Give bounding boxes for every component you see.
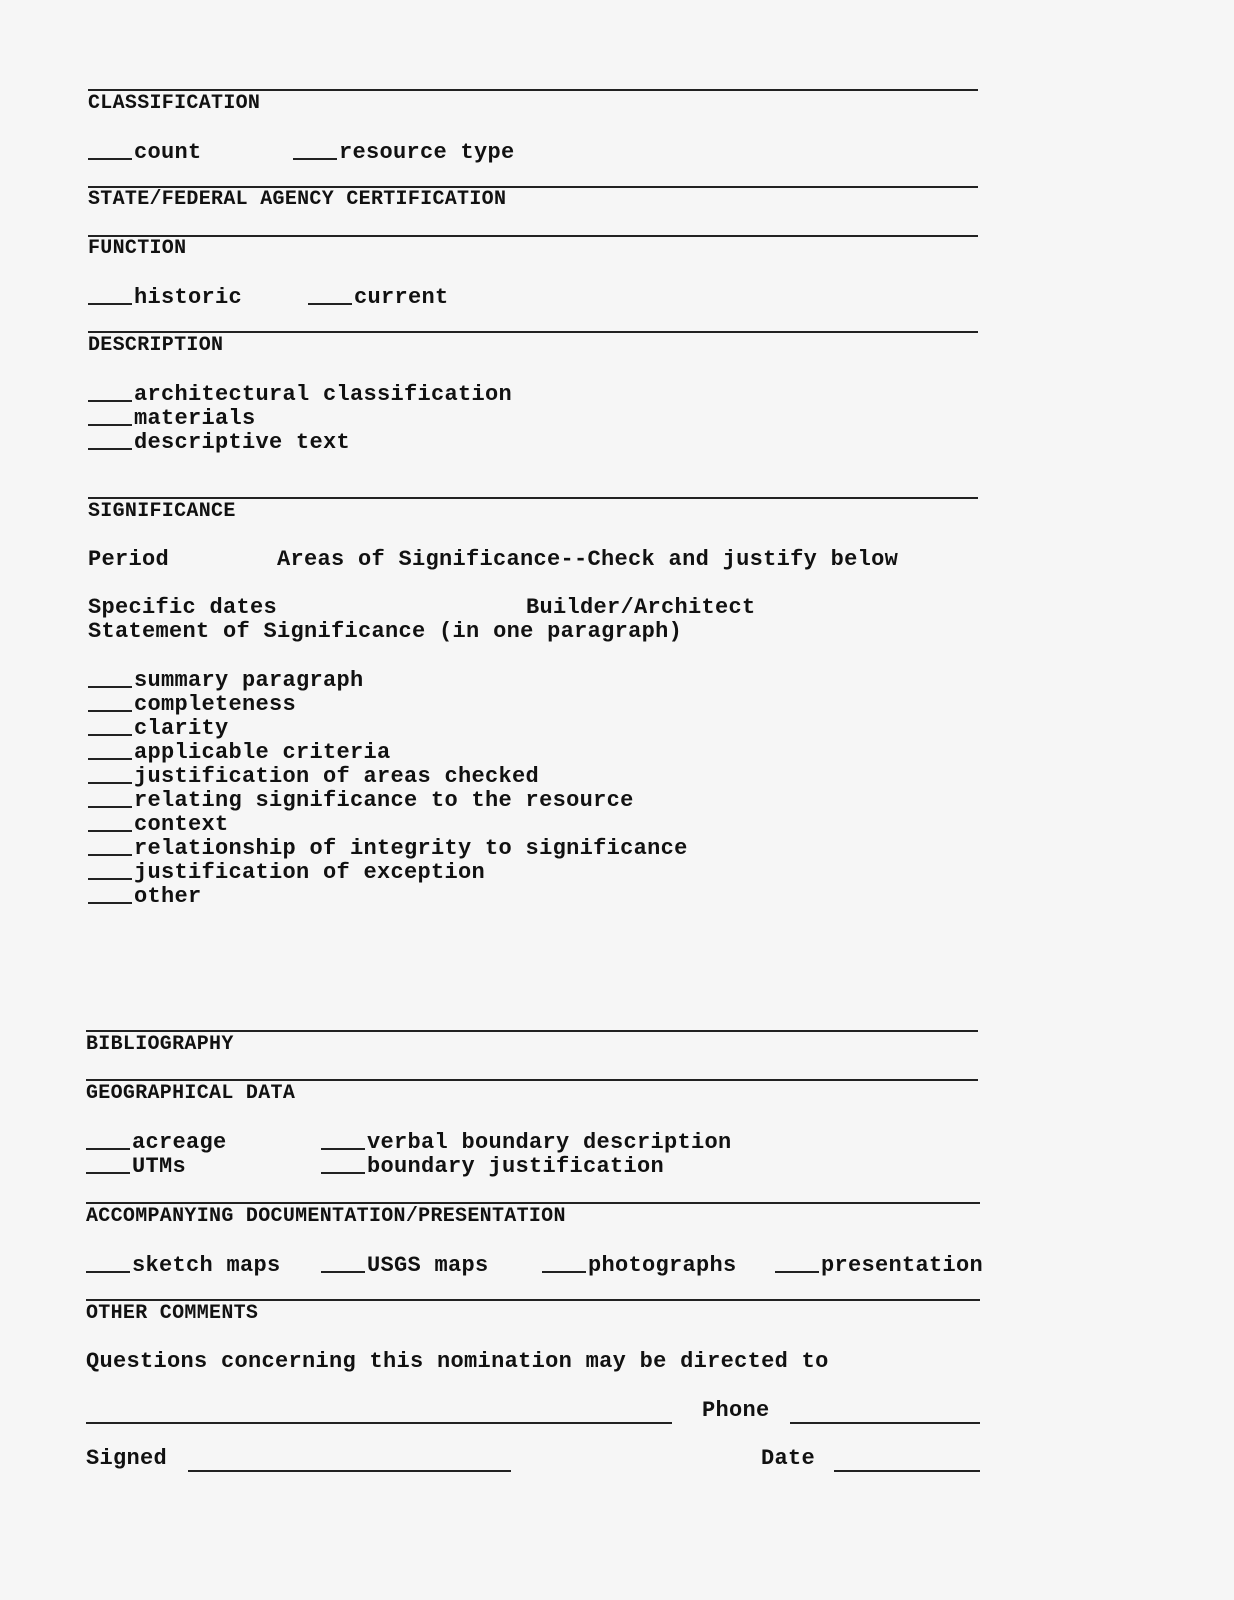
checkbox-item-boundary-justification[interactable] (321, 1154, 664, 1179)
bibliography-heading: BIBLIOGRAPHY (86, 1033, 234, 1056)
check-blank[interactable] (308, 285, 352, 305)
check-blank[interactable] (88, 430, 132, 450)
item-label: relating significance to the resource (134, 788, 634, 813)
check-blank[interactable] (86, 1154, 130, 1174)
item-label: UTMs (132, 1154, 187, 1179)
item-label: justification of exception (134, 860, 486, 885)
description-heading: DESCRIPTION (88, 334, 224, 357)
check-blank[interactable] (88, 788, 132, 808)
checkbox-item-acreage[interactable] (86, 1130, 227, 1155)
check-blank[interactable] (542, 1253, 586, 1273)
specific-dates-label: Specific dates (88, 595, 278, 620)
section-divider (86, 1079, 978, 1081)
item-label: photographs (588, 1253, 737, 1278)
checkbox-item-count[interactable] (88, 140, 202, 165)
checkbox-item-sketch-maps[interactable] (86, 1253, 281, 1278)
checkbox-item-materials[interactable] (88, 406, 256, 431)
classification-heading: CLASSIFICATION (88, 92, 261, 115)
check-blank[interactable] (88, 406, 132, 426)
check-blank[interactable] (88, 668, 132, 688)
check-blank[interactable] (86, 1130, 130, 1150)
signed-label: Signed (86, 1446, 168, 1471)
date-label: Date (761, 1446, 816, 1471)
check-blank[interactable] (321, 1130, 365, 1150)
item-label: sketch maps (132, 1253, 281, 1278)
item-label: current (354, 285, 449, 310)
check-blank[interactable] (775, 1253, 819, 1273)
check-blank[interactable] (88, 382, 132, 402)
contact-name-line[interactable] (86, 1422, 672, 1424)
check-blank[interactable] (88, 692, 132, 712)
item-label: completeness (134, 692, 297, 717)
accompanying-heading: ACCOMPANYING DOCUMENTATION/PRESENTATION (86, 1205, 566, 1228)
item-label: resource type (339, 140, 515, 165)
check-blank[interactable] (321, 1253, 365, 1273)
geographical-heading: GEOGRAPHICAL DATA (86, 1082, 296, 1105)
significance-heading: SIGNIFICANCE (88, 500, 236, 523)
check-blank[interactable] (88, 140, 132, 160)
checkbox-item-applicable-criteria[interactable] (88, 740, 391, 765)
checkbox-item-other[interactable] (88, 884, 202, 909)
section-divider (86, 1299, 980, 1301)
checkbox-item-resource-type[interactable] (293, 140, 515, 165)
item-label: justification of areas checked (134, 764, 540, 789)
builder-architect-label: Builder/Architect (526, 595, 756, 620)
checkbox-item-historic[interactable] (88, 285, 242, 310)
section-divider (88, 89, 978, 91)
section-divider (88, 497, 978, 499)
checkbox-item-photographs[interactable] (542, 1253, 737, 1278)
item-label: descriptive text (134, 430, 351, 455)
signature-line[interactable] (188, 1470, 511, 1472)
checkbox-item-architectural-classification[interactable] (88, 382, 512, 407)
item-label: context (134, 812, 229, 837)
phone-line[interactable] (790, 1422, 980, 1424)
check-blank[interactable] (88, 285, 132, 305)
checkbox-item-presentation[interactable] (775, 1253, 983, 1278)
checkbox-item-justification-of-areas[interactable] (88, 764, 539, 789)
function-heading: FUNCTION (88, 237, 187, 260)
check-blank[interactable] (86, 1253, 130, 1273)
check-blank[interactable] (88, 812, 132, 832)
item-label: summary paragraph (134, 668, 364, 693)
item-label: clarity (134, 716, 229, 741)
section-divider (86, 1202, 980, 1204)
questions-text: Questions concerning this nomination may be directed to (86, 1349, 829, 1374)
checkbox-item-clarity[interactable] (88, 716, 229, 741)
state-federal-heading: STATE/FEDERAL AGENCY CERTIFICATION (88, 188, 507, 211)
check-blank[interactable] (88, 860, 132, 880)
checkbox-item-integrity[interactable] (88, 836, 688, 861)
other-comments-heading: OTHER COMMENTS (86, 1302, 259, 1325)
item-label: historic (134, 285, 243, 310)
section-divider (86, 1030, 978, 1032)
phone-label: Phone (702, 1398, 770, 1423)
item-label: acreage (132, 1130, 227, 1155)
date-line[interactable] (834, 1470, 980, 1472)
checkbox-item-summary-paragraph[interactable] (88, 668, 364, 693)
item-label: materials (134, 406, 256, 431)
check-blank[interactable] (88, 716, 132, 736)
check-blank[interactable] (321, 1154, 365, 1174)
checkbox-item-current[interactable] (308, 285, 449, 310)
check-blank[interactable] (88, 764, 132, 784)
item-label: verbal boundary description (367, 1130, 732, 1155)
checkbox-item-usgs-maps[interactable] (321, 1253, 489, 1278)
item-label: other (134, 884, 202, 909)
checkbox-item-relating-significance[interactable] (88, 788, 634, 813)
checkbox-item-descriptive-text[interactable] (88, 430, 350, 455)
areas-of-significance-label: Areas of Significance--Check and justify below (277, 547, 899, 572)
section-divider (88, 235, 978, 237)
check-blank[interactable] (293, 140, 337, 160)
checkbox-item-completeness[interactable] (88, 692, 296, 717)
section-divider (88, 331, 978, 333)
item-label: presentation (821, 1253, 984, 1278)
period-label: Period (88, 547, 170, 572)
check-blank[interactable] (88, 740, 132, 760)
item-label: architectural classification (134, 382, 513, 407)
item-label: count (134, 140, 202, 165)
item-label: applicable criteria (134, 740, 391, 765)
check-blank[interactable] (88, 836, 132, 856)
statement-of-significance-label: Statement of Significance (in one paragraph) (88, 619, 683, 644)
check-blank[interactable] (88, 884, 132, 904)
item-label: relationship of integrity to significance (134, 836, 688, 861)
checkbox-item-utms[interactable] (86, 1154, 186, 1179)
item-label: USGS maps (367, 1253, 489, 1278)
checkbox-item-verbal-boundary[interactable] (321, 1130, 732, 1155)
item-label: boundary justification (367, 1154, 665, 1179)
checkbox-item-justification-of-exception[interactable] (88, 860, 485, 885)
checkbox-item-context[interactable] (88, 812, 229, 837)
